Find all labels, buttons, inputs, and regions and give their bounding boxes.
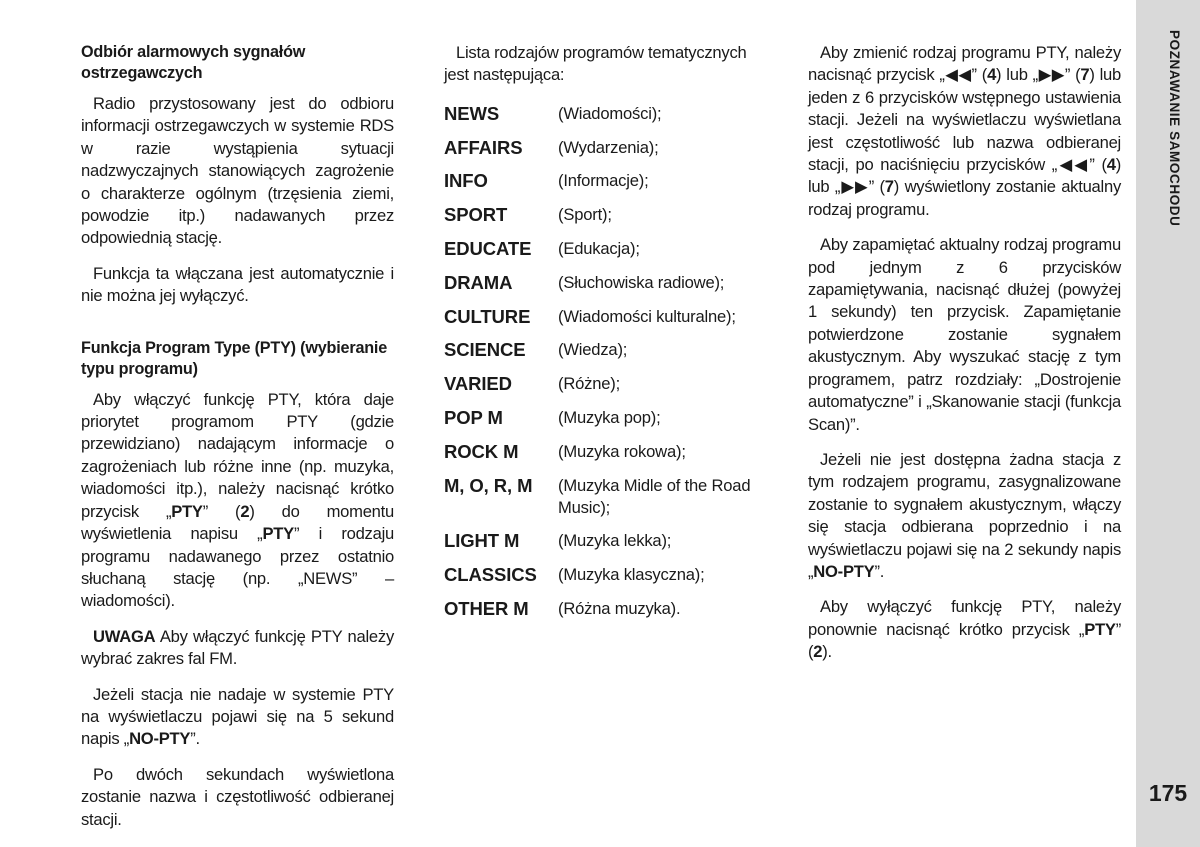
list-item: NEWS (Wiadomości); — [444, 102, 662, 124]
list-item: AFFAIRS (Wydarzenia); — [444, 136, 659, 158]
pty-type-list — [444, 103, 762, 632]
paragraph-station-name: Po dwóch sekundach wyświetlona zostanie nazwa i częstotliwość odbieranej stacji. — [81, 764, 394, 829]
heading-alarm-signals: Odbiór alarmowych sygnałów ostrzegawczych — [81, 43, 306, 82]
list-item: EDUCATE (Edukacja); — [444, 238, 640, 259]
pty-list-intro: Lista rodzajów programów tematycznych jest następująca: — [444, 43, 747, 85]
paragraph-note-fm: UWAGA Aby włączyć funkcję PTY należy wybrać zakres fal FM. — [81, 626, 394, 669]
list-item: M, O, R, M (Muzyka Midle of the Road Music); — [444, 474, 751, 517]
note-label: UWAGA — [93, 626, 156, 646]
list-item: VARIED (Różne); — [444, 373, 621, 395]
list-item: DRAMA (Słuchowiska radiowe); — [444, 271, 725, 293]
paragraph-auto-enabled: Funkcja ta włączana jest automatycznie i nie można jej wyłączyć. — [81, 263, 394, 306]
paragraph-no-station: Jeżeli nie jest dostępna żadna stacja z tym rodzajem programu, zasygnalizowane zostanie to sygnałem akustycznym, włączy się stacja odbierana poprzednio i na wyświetlaczu pojawi się na 2 sekundy napis „NO-PTY”. — [808, 449, 1121, 581]
paragraph-rds-alerts: Radio przystosowany jest do odbioru informacji ostrzegawczych w systemie RDS w razie wystąpienia sytuacji nadzwyczajnych stanowiących zagrożenie o charakterze ogólnym (trzęsienia ziemi, powodzie itp.) nadawanych przez odpowiednią stację. — [81, 94, 394, 248]
paragraph-pty-enable: Aby włączyć funkcję PTY, która daje priorytet programom PTY (gdzie przewidziano) nadającym informacje o zagrożeniach lub różne inne (np. muzyka, wiadomości itp.), należy nacisnąć krótko przycisk „PTY” (2) do momentu wyświetlenia napisu „PTY” i rodzaju programu nadawanego przez ostatnio słuchaną stację (np. „NEWS” – wiadomości). — [81, 389, 394, 611]
paragraph-no-pty: Jeżeli stacja nie nadaje w systemie PTY na wyświetlaczu pojawi się na 5 sekund napis „NO-PTY”. — [81, 684, 394, 749]
list-item: POP M (Muzyka pop); — [444, 406, 661, 428]
column-left — [81, 42, 394, 844]
column-middle — [444, 42, 762, 631]
paragraph-disable-pty: Aby wyłączyć funkcję PTY, należy ponownie nacisnąć krótko przycisk „PTY” (2). — [808, 597, 1121, 662]
page-number: 175 — [1148, 780, 1188, 806]
column-right — [808, 42, 1121, 677]
heading-pty-function: Funkcja Program Type (PTY) (wybieranie typu programu) — [81, 338, 388, 378]
paragraph-change-pty: Aby zmienić rodzaj programu PTY, należy nacisnąć przycisk „◀◀” (4) lub „▶▶” (7) lub jeden z 6 przycisków wstępnego ustawienia stacji. Jeżeli na wyświetlaczu wyświetlana jest częstotliwość lub nazwa odbieranej stacji, po naciśnięciu przycisków „◀◀” (4) lub „▶▶” (7) wyświetlony zostanie aktualny rodzaj programu. — [808, 43, 1121, 219]
list-item: CLASSICS (Muzyka klasyczna); — [444, 563, 705, 585]
list-item: OTHER M (Różna muzyka). — [444, 597, 681, 619]
list-item: SPORT (Sport); — [444, 204, 612, 226]
list-item: LIGHT M (Muzyka lekka); — [444, 530, 672, 552]
list-item: ROCK M (Muzyka rokowa); — [444, 440, 686, 462]
paragraph-store-pty: Aby zapamiętać aktualny rodzaj programu pod jednym z 6 przycisków zapamiętywania, nacisnąć dłużej (powyżej 1 sekundy) ten przycisk. Zapamiętanie potwierdzone zostanie sygnałem akustycznym. Aby wyszukać stację z tym programem, patrz rozdziały: „Dostrojenie automatyczne” i „Skanowanie stacji (funkcja Scan)”. — [808, 235, 1121, 434]
list-item: SCIENCE (Wiedza); — [444, 339, 628, 361]
list-item: INFO (Informacje); — [444, 170, 649, 192]
list-item: CULTURE (Wiadomości kulturalne); — [444, 305, 736, 327]
section-title: POZNAWANIE SAMOCHODU — [1167, 30, 1182, 227]
